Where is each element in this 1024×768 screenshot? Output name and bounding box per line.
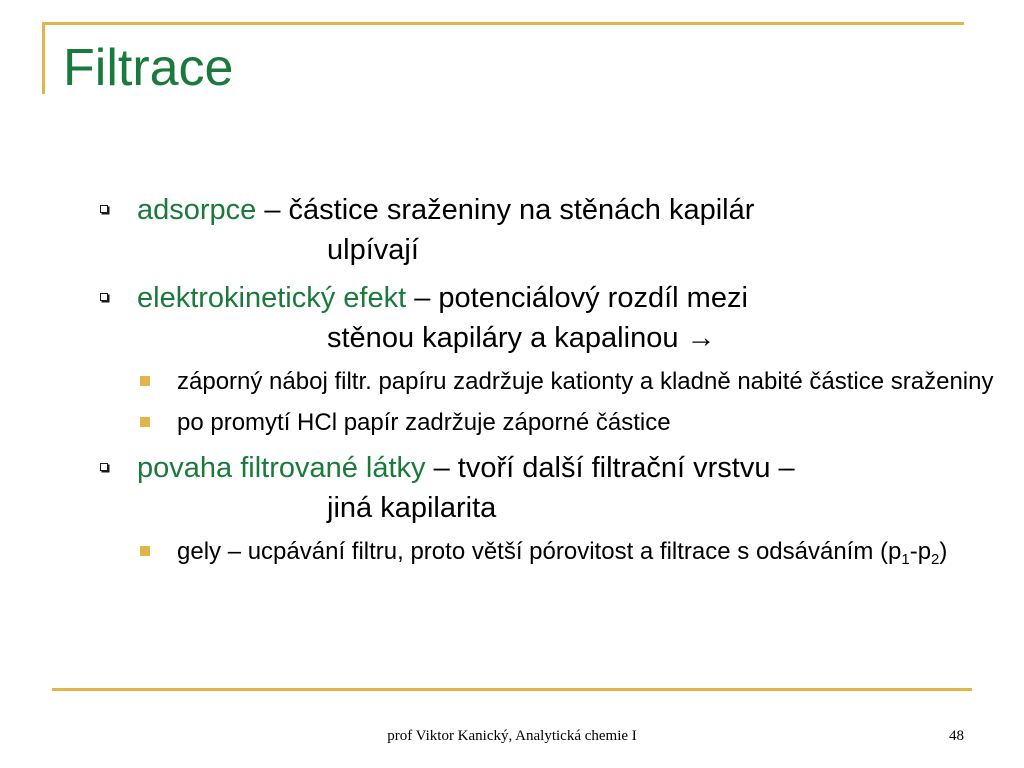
sub-bullet-text: gely – ucpávání filtru, proto větší pórovitost a filtrace s odsáváním (p [177, 538, 902, 565]
frame-left-rule [42, 22, 45, 94]
bullet-text-continuation: stěnou kapiláry a kapalinou → [327, 322, 716, 354]
sub-bullet-text: záporný náboj filtr. papíru zadržuje kationty a kladně nabité částice sraženiny [177, 368, 994, 395]
formula-end: ) [939, 538, 948, 565]
filled-square-bullet-icon [140, 546, 150, 556]
footer-rule [52, 688, 972, 691]
bullet-text: – částice sraženiny na stěnách kapilár [256, 194, 755, 226]
hollow-square-bullet-icon [100, 293, 108, 301]
footer-text: prof Viktor Kanický, Analytická chemie I [387, 728, 637, 744]
bullet-item-elektrokineticky-efekt [100, 278, 1000, 358]
bullet-text: – tvoří další filtrační vrstvu – [425, 452, 795, 484]
subscript-2: 2 [931, 551, 940, 568]
sub-bullet-item [177, 536, 1000, 567]
term-elektrokineticky-efekt: elektrokinetický efekt [137, 282, 407, 314]
slide-content [100, 190, 1000, 577]
term-povaha-filtrovane-latky: povaha filtrované látky [137, 452, 426, 484]
hollow-square-bullet-icon [100, 205, 108, 213]
subscript-1: 1 [901, 551, 910, 568]
term-adsorpce: adsorpce [137, 194, 257, 226]
bullet-text-continuation: jiná kapilarita [327, 492, 497, 524]
slide-title: Filtrace [63, 39, 234, 97]
sub-bullet-text: po promytí HCl papír zadržuje záporné částice [177, 409, 671, 436]
formula-mid: -p [909, 538, 932, 565]
sub-bullet-item [177, 407, 1000, 438]
bullet-item-povaha-filtrovane-latky [100, 448, 1000, 528]
bullet-text: – potenciálový rozdíl mezi [406, 282, 748, 314]
page-number: 48 [949, 728, 964, 744]
bullet-item-adsorpce [100, 190, 1000, 270]
sub-bullet-item [177, 366, 1000, 397]
filled-square-bullet-icon [140, 376, 150, 386]
filled-square-bullet-icon [140, 417, 150, 427]
bullet-text-continuation: ulpívají [327, 234, 419, 266]
hollow-square-bullet-icon [100, 463, 108, 471]
frame-top-rule [42, 22, 964, 25]
